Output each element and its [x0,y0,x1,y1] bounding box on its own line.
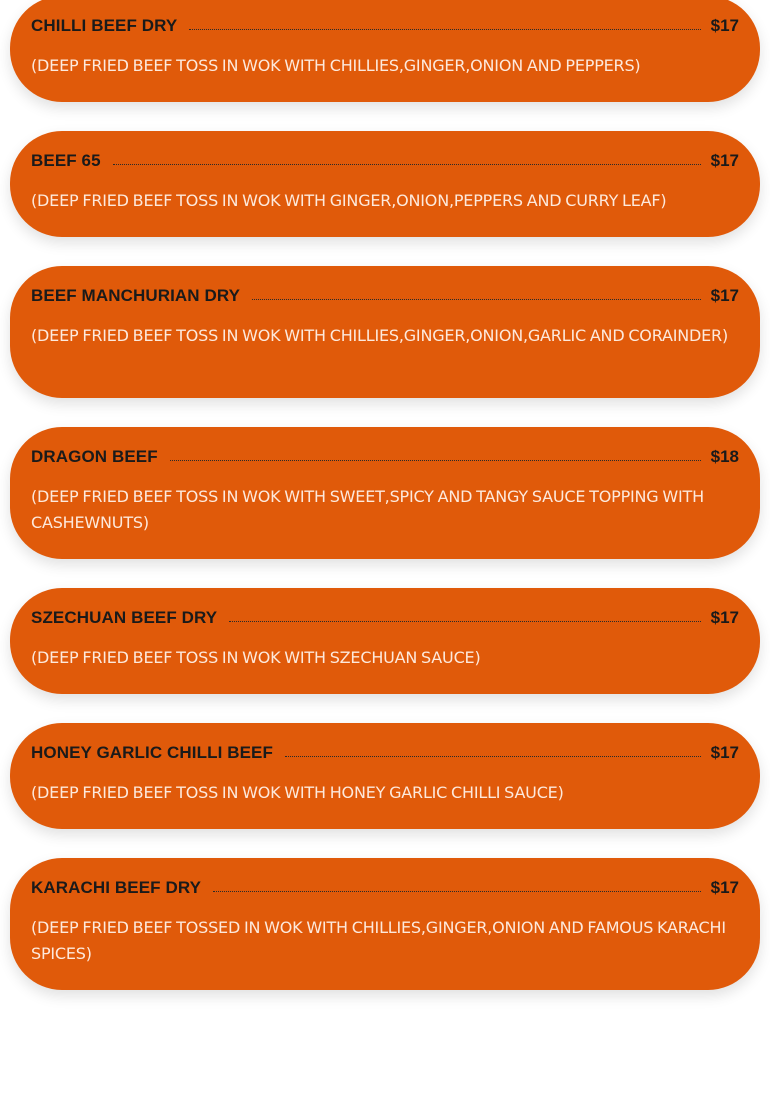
menu-item-description: (DEEP FRIED BEEF TOSSED IN WOK WITH CHILLIES,GINGER,ONION AND FAMOUS KARACHI SPICES) [31,918,726,963]
menu-item-header [31,743,739,765]
menu-item-header [31,16,739,38]
menu-item-price: $17 [710,16,739,35]
menu-item-price: $17 [710,151,739,170]
menu-item-price: $18 [710,447,739,466]
menu-item-name: HONEY GARLIC CHILLI BEEF [31,743,273,762]
menu-item-description: (DEEP FRIED BEEF TOSS IN WOK WITH HONEY GARLIC CHILLI SAUCE) [31,783,564,802]
menu-item-price: $17 [710,743,739,762]
dotted-leader [252,299,701,300]
dotted-leader [285,756,701,757]
menu-item-header [31,878,739,900]
menu-item-card[interactable] [10,858,760,990]
menu-item-price: $17 [710,608,739,627]
menu-item-card[interactable] [10,723,760,829]
menu-item-header [31,447,739,469]
menu-item-description: (DEEP FRIED BEEF TOSS IN WOK WITH GINGER,ONION,PEPPERS AND CURRY LEAF) [31,191,667,210]
menu-item-card[interactable] [10,588,760,694]
menu-item-description: (DEEP FRIED BEEF TOSS IN WOK WITH CHILLIES,GINGER,ONION AND PEPPERS) [31,56,641,75]
dotted-leader [170,460,701,461]
menu-item-name: SZECHUAN BEEF DRY [31,608,218,627]
menu-item-card[interactable] [10,131,760,237]
menu-item-name: DRAGON BEEF [31,447,158,466]
dotted-leader [189,29,700,30]
menu-item-header [31,286,739,308]
menu-item-name: KARACHI BEEF DRY [31,878,202,897]
menu-item-header [31,608,739,630]
menu-item-card[interactable] [10,427,760,559]
menu-item-description: (DEEP FRIED BEEF TOSS IN WOK WITH SZECHUAN SAUCE) [31,648,481,667]
dotted-leader [213,891,701,892]
menu-item-name: BEEF MANCHURIAN DRY [31,286,241,305]
menu-item-header [31,151,739,173]
dotted-leader [113,164,701,165]
menu-item-description: (DEEP FRIED BEEF TOSS IN WOK WITH CHILLIES,GINGER,ONION,GARLIC AND CORAINDER) [31,326,728,345]
menu-item-name: CHILLI BEEF DRY [31,16,178,35]
dotted-leader [229,621,700,622]
menu-item-price: $17 [710,878,739,897]
menu-item-card[interactable] [10,0,760,102]
menu-item-description: (DEEP FRIED BEEF TOSS IN WOK WITH SWEET,SPICY AND TANGY SAUCE TOPPING WITH CASHEWNUTS) [31,487,704,532]
menu-item-name: BEEF 65 [31,151,101,170]
menu-item-card[interactable] [10,266,760,398]
menu-item-price: $17 [710,286,739,305]
